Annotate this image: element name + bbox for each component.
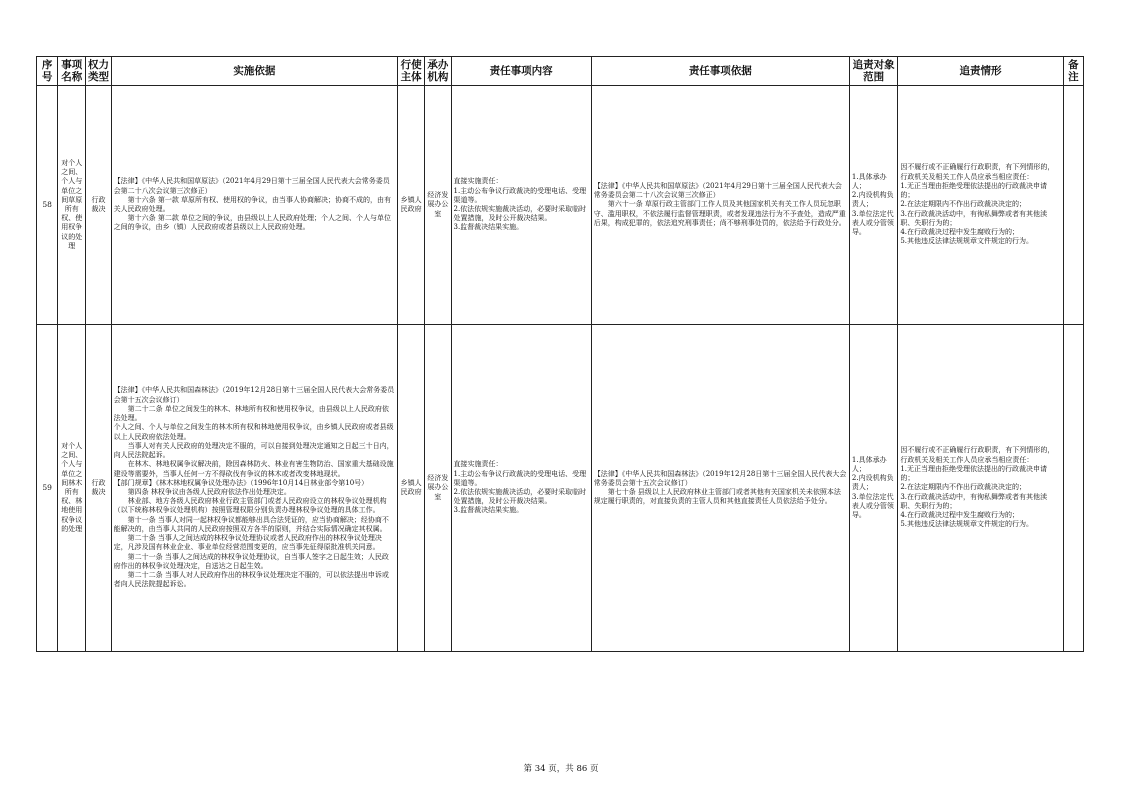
col-header-duty-basis: 责任事项依据: [591, 57, 849, 86]
col-header-content: 责任事项内容: [451, 57, 591, 86]
responsibility-table: [36, 56, 1084, 652]
col-header-basis: 实施依据: [111, 57, 397, 86]
executing-subject: 乡镇人民政府: [398, 86, 425, 325]
item-name: 对个人之间、个人与单位之间草原所有权、使用权争议的处理: [58, 86, 86, 325]
accountability-situation: 因不履行或不正确履行行政职责，有下列情形的，行政机关及相关工作人员应承当相应责任： 1.无正当理由拒绝受理依法提出的行政裁决申请的； 2.在法定期限内不作出行政裁决决定的； 3.在行政裁决活动中，有徇私舞弊或者有其他渎职、失职行为的； 4.在行政裁决过程中发生腐败行为的； 5.其他违反法律法规规章文件规定的行为。: [898, 86, 1063, 325]
col-header-name: 事项名称: [58, 57, 86, 86]
accountability-situation: 因不履行或不正确履行行政职责，有下列情形的，行政机关及相关工作人员应承当相应责任： 1.无正当理由拒绝受理依法提出的行政裁决申请的； 2.在法定期限内不作出行政裁决决定的； 3.在行政裁决活动中，有徇私舞弊或者有其他渎职、失职行为的； 4.在行政裁决过程中发生腐败行为的； 5.其他违反法律法规规章文件规定的行为。: [898, 325, 1063, 652]
remark: [1063, 325, 1083, 652]
col-header-organ: 承办机构: [425, 57, 451, 86]
remark: [1063, 86, 1083, 325]
executing-subject: 乡镇人民政府: [398, 325, 425, 652]
col-header-situation: 追责情形: [898, 57, 1063, 86]
header-row: [37, 57, 1084, 86]
handling-organ: 经济发展办公室: [425, 325, 451, 652]
row-number: 59: [37, 325, 58, 652]
page-footer: 第 34 页，共 86 页: [523, 764, 599, 774]
legal-basis: 【法律】《中华人民共和国森林法》（2019年12月28日第十三届全国人民代表大会常务委员会第十五次会议修订） 第二十二条 单位之间发生的林木、林地所有权和使用权争议，由县级以上人民政府依法处理。 个人之间、个人与单位之间发生的林木所有权和林地使用权争议，由乡镇人民政府或者县级以上人民政府依法处理。 当事人对有关人民政府的处理决定不服的，可以自接到处理决定通知之日起三十日内，向人民法院起诉。 在林木、林地权属争议解决前，除因森林防火、林业有害生物防治、国家重大基础设施建设等需要外，当事人任何一方不得砍伐有争议的林木或者改变林地现状。 【部门规章】《林木林地权属争议处理办法》（1996年10月14日林业部令第10号） 第四条 林权争议由各级人民政府依法作出处理决定。 林业部、地方各级人民政府林业行政主管部门或者人民政府设立的林权争议处理机构（以下统称林权争议处理机构）按照管理权限分别负责办理林权争议处理的具体工作。 第十一条 当事人对同一起林权争议都能够出具合法凭证的，应当协商解决；经协商不能解决的，由当事人共同的人民政府按照双方各半的原则，并结合实际情况确定其权属。 第二十条 当事人之间达成的林权争议处理协议或者人民政府作出的林权争议处理决定，凡涉及国有林业企业、事业单位经营范围变更的，应当事先征得原批准机关同意。 第二十一条 当事人之间达成的林权争议处理协议，自当事人签字之日起生效；人民政府作出的林权争议处理决定，自送达之日起生效。 第二十二条 当事人对人民政府作出的林权争议处理决定不服的，可以依法提出申诉或者向人民法院提起诉讼。: [111, 325, 397, 652]
accountability-target: 1.具体承办人； 2.内设机构负责人； 3.单位法定代表人或分管领导。: [849, 86, 897, 325]
handling-organ: 经济发展办公室: [425, 86, 451, 325]
responsibility-content: 直接实施责任： 1.主动公布争议行政裁决的受理电话、受理渠道等。 2.依法依规实施裁决活动，必要时采取临时处置措施，及时公开裁决结果。 3.监督裁决结果实施。: [451, 325, 591, 652]
row-number: 58: [37, 86, 58, 325]
col-header-remark: 备注: [1063, 57, 1083, 86]
power-type: 行政裁决: [86, 325, 111, 652]
responsibility-basis: 【法律】《中华人民共和国草原法》（2021年4月29日第十三届全国人民代表大会常务委员会第二十八次会议第三次修正） 第六十一条 草原行政主管部门工作人员及其他国家机关有关工作人员玩忽职守、滥用职权，不依法履行监督管理职责，或者发现违法行为不予查处，造成严重后果，构成犯罪的，依法追究刑事责任；尚不够刑事处罚的，依法给予行政处分。: [591, 86, 849, 325]
col-header-target: 追责对象范围: [849, 57, 897, 86]
col-header-no: 序号: [37, 57, 58, 86]
col-header-type: 权力类型: [86, 57, 111, 86]
col-header-subject: 行使主体: [398, 57, 425, 86]
item-name: 对个人之间、个人与单位之间林木所有权、林地使用权争议的处理: [58, 325, 86, 652]
accountability-target: 1.具体承办人； 2.内设机构负责人； 3.单位法定代表人或分管领导。: [849, 325, 897, 652]
legal-basis: 【法律】《中华人民共和国草原法》（2021年4月29日第十三届全国人民代表大会常务委员会第二十八次会议第三次修正） 第十六条 第一款 草原所有权、使用权的争议，由当事人协商解决；协商不成的，由有关人民政府处理。 第十六条 第二款 单位之间的争议，由县级以上人民政府处理；个人之间、个人与单位之间的争议，由乡（镇）人民政府或者县级以上人民政府处理。: [111, 86, 397, 325]
table-row: [37, 325, 1084, 652]
table-row: [37, 86, 1084, 325]
responsibility-content: 直接实施责任： 1.主动公布争议行政裁决的受理电话、受理渠道等。 2.依法依规实施裁决活动，必要时采取临时处置措施，及时公开裁决结果。 3.监督裁决结果实施。: [451, 86, 591, 325]
responsibility-basis: 【法律】《中华人民共和国森林法》（2019年12月28日第十三届全国人民代表大会常务委员会第十五次会议修订） 第七十条 县级以上人民政府林业主管部门或者其他有关国家机关未依照本法规定履行职责的，对直接负责的主管人员和其他直接责任人员依法给予处分。: [591, 325, 849, 652]
power-type: 行政裁决: [86, 86, 111, 325]
